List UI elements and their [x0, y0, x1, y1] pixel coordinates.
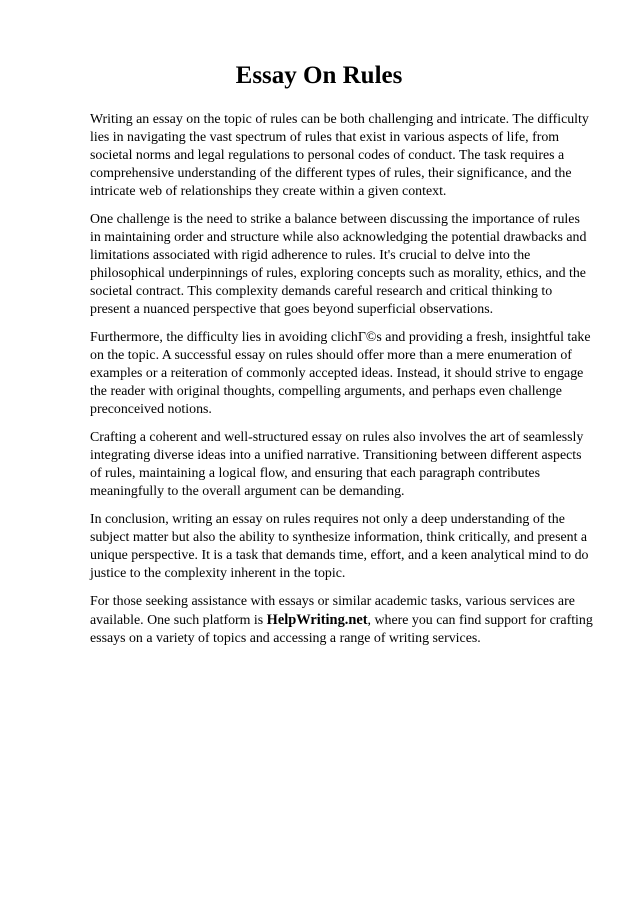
paragraph-closing	[90, 593, 594, 648]
paragraph-intro: Writing an essay on the topic of rules can be both challenging and intricate. The difficulty lies in navigating the vast spectrum of rules that exist in various aspects of life, from societal norms and legal regulations to personal codes of conduct. The task requires a comprehensive understanding of the different types of rules, their significance, and the intricate web of relationships they create within a given context.	[90, 112, 589, 199]
paragraph-cliches: Furthermore, the difficulty lies in avoiding clichГ©s and providing a fresh, insightful take on the topic. A successful essay on rules should offer more than a mere enumeration of examples or a reiteration of commonly accepted ideas. Instead, it should strive to engage the reader with original thoughts, compelling arguments, and perhaps even challenge preconceived notions.	[90, 330, 591, 417]
page-title: Essay On Rules	[235, 62, 403, 89]
paragraph-structure: Crafting a coherent and well-structured essay on rules also involves the art of seamlessly integrating diverse ideas into a unified narrative. Transitioning between different aspects of rules, maintaining a logical flow, and ensuring that each paragraph contributes meaningfully to the overall argument can be demanding.	[90, 430, 584, 499]
helpwriting-link[interactable]: HelpWriting.net	[266, 612, 368, 628]
closing-text-before-link: For those seeking assistance with essays or similar academic tasks, various services are available. One such platform is	[90, 594, 575, 628]
closing-text-after-link: , where you can find support for crafting essays on a variety of topics and accessing a range of writing services.	[90, 613, 593, 646]
paragraph-balance: One challenge is the need to strike a balance between discussing the importance of rules in maintaining order and structure while also acknowledging the potential drawbacks and limitations associated with rigid adherence to rules. It's crucial to delve into the philosophical underpinnings of rules, exploring concepts such as morality, ethics, and the societal contract. This complexity demands careful research and critical thinking to present a nuanced perspective that goes beyond superficial observations.	[90, 212, 587, 317]
paragraph-conclusion: In conclusion, writing an essay on rules requires not only a deep understanding of the subject matter but also the ability to synthesize information, think critically, and present a unique perspective. It is a task that demands time, effort, and a keen analytical mind to do justice to the complexity inherent in the topic.	[90, 512, 589, 581]
